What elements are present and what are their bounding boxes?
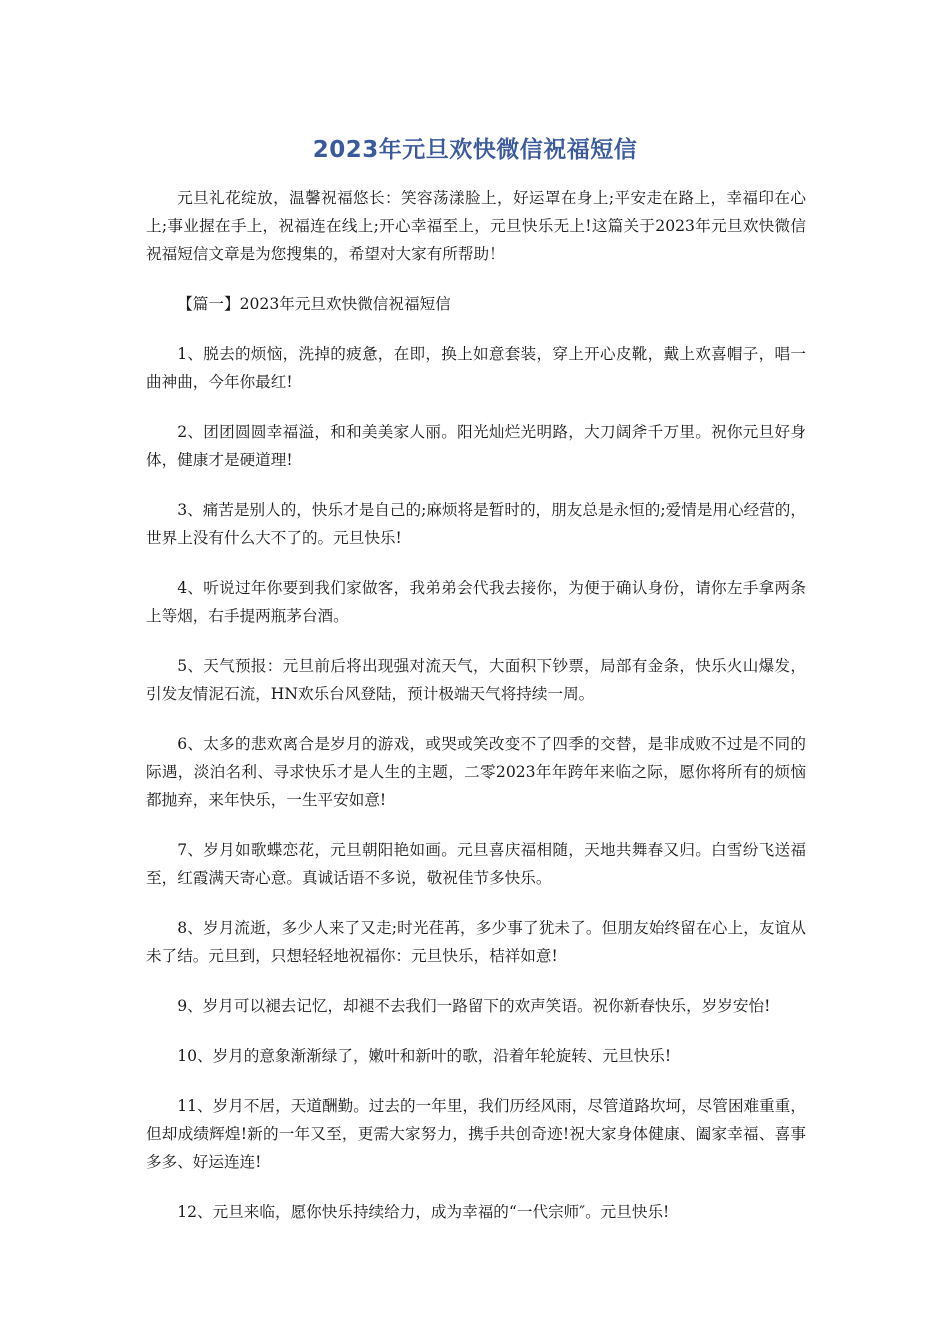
document-title: 2023年元旦欢快微信祝福短信 (312, 137, 638, 163)
list-item: 3、痛苦是别人的，快乐才是自己的;麻烦将是暂时的，朋友总是永恒的;爱情是用心经营的，世界上没有什么大不了的。元旦快乐! (146, 501, 806, 547)
list-item: 6、太多的悲欢离合是岁月的游戏，或哭或笑改变不了四季的交替，是非成败不过是不同的际遇，淡泊名利、寻求快乐才是人生的主题，二零2023年年跨年来临之际，愿你将所有的烦恼都抛弃，来年快乐，一生平安如意! (146, 735, 806, 809)
list-item: 5、天气预报：元旦前后将出现强对流天气，大面积下钞票，局部有金条，快乐火山爆发，引发友情泥石流，HN欢乐台风登陆，预计极端天气将持续一周。 (146, 657, 806, 703)
section-heading: 【篇一】2023年元旦欢快微信祝福短信 (177, 295, 451, 313)
list-item: 8、岁月流逝，多少人来了又走;时光荏苒，多少事了犹未了。但朋友始终留在心上，友谊从未了结。元旦到，只想轻轻地祝福你：元旦快乐，桔祥如意! (146, 919, 806, 965)
list-item: 2、团团圆圆幸福溢，和和美美家人丽。阳光灿烂光明路，大刀阔斧千万里。祝你元旦好身体，健康才是硬道理! (146, 423, 806, 469)
intro-paragraph: 元旦礼花绽放，温馨祝福悠长：笑容荡漾脸上，好运罩在身上;平安走在路上，幸福印在心上;事业握在手上，祝福连在线上;开心幸福至上，元旦快乐无上!这篇关于2023年元旦欢快微信祝福短信文章是为您搜集的，希望对大家有所帮助！ (146, 189, 806, 263)
list-item: 1、脱去的烦恼，洗掉的疲惫，在即，换上如意套装，穿上开心皮靴，戴上欢喜帽子，唱一曲神曲，今年你最红! (146, 345, 806, 391)
list-item: 4、听说过年你要到我们家做客，我弟弟会代我去接你，为便于确认身份，请你左手拿两条上等烟，右手提两瓶茅台酒。 (146, 579, 806, 625)
list-item: 9、岁月可以褪去记忆，却褪不去我们一路留下的欢声笑语。祝你新春快乐，岁岁安怡! (177, 997, 771, 1015)
list-item: 11、岁月不居，天道酬勤。过去的一年里，我们历经风雨，尽管道路坎坷，尽管困难重重，但却成绩辉煌!新的一年又至，更需大家努力，携手共创奇迹!祝大家身体健康、阖家幸福、喜事多多、好运连连! (146, 1097, 806, 1171)
list-item: 10、岁月的意象渐渐绿了，嫩叶和新叶的歌，沿着年轮旋转、元旦快乐! (177, 1047, 672, 1065)
list-item: 7、岁月如歌蝶恋花，元旦朝阳艳如画。元旦喜庆福相随，天地共舞春又归。白雪纷飞送福至，红霞满天寄心意。真诚话语不多说，敬祝佳节多快乐。 (146, 841, 806, 887)
document-body (146, 184, 806, 1248)
list-item: 12、元旦来临，愿你快乐持续给力，成为幸福的“一代宗师″。元旦快乐! (177, 1203, 670, 1221)
